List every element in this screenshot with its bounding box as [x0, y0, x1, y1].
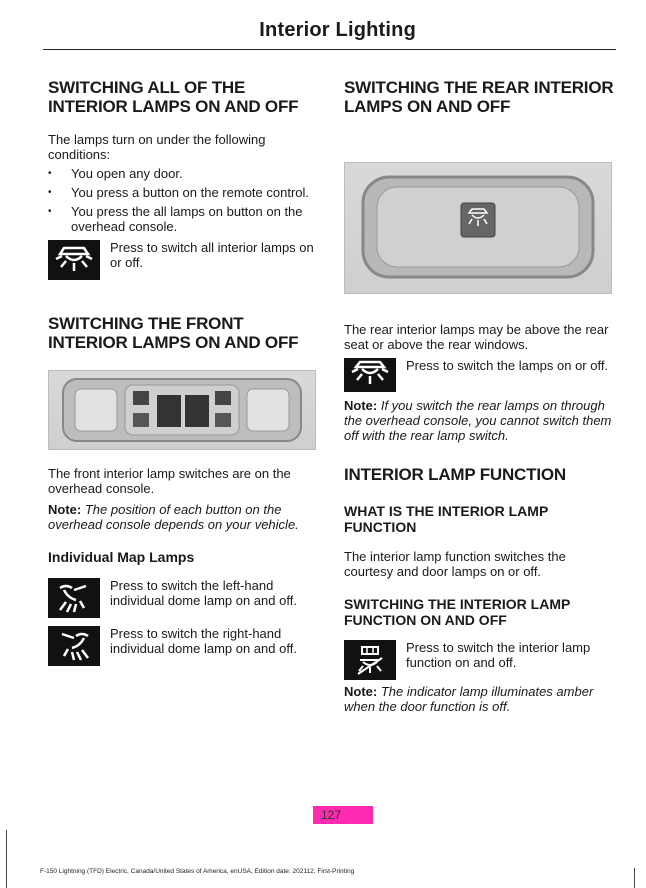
page-footer: F-150 Lightning (TFD) Electric, Canada/United States of America, enUSA, Edition date: 202112, First-Printing — [40, 868, 355, 875]
right-map-lamp-icon — [48, 626, 100, 666]
rear-lamp-icon — [344, 358, 396, 392]
front-lamps-text: The front interior lamp switches are on the overhead console. — [48, 466, 291, 496]
all-lamps-intro: The lamps turn on under the following conditions: — [48, 132, 266, 162]
rear-lamps-note — [344, 398, 614, 443]
page-header — [43, 17, 616, 50]
list-item: • You press a button on the remote control. — [48, 185, 318, 200]
list-item: • You open any door. — [48, 166, 318, 181]
conditions-list — [48, 166, 318, 234]
left-map-lamp-icon — [48, 578, 100, 618]
right-column — [344, 70, 614, 714]
section-title-rear-lamps: SWITCHING THE REAR INTERIOR LAMPS ON AND OFF — [344, 78, 614, 116]
lamp-function-icon-row — [344, 640, 614, 680]
note-text: If you switch the rear lamps on through the overhead console, you cannot switch them off with the rear lamp switch. — [344, 398, 612, 443]
crop-mark — [634, 868, 635, 888]
right-map-lamp-row — [48, 626, 318, 666]
note-label: Note: — [48, 502, 82, 517]
overhead-console-image — [48, 370, 316, 450]
left-map-lamp-row — [48, 578, 318, 618]
right-map-lamp-text: Press to switch the right-hand individual dome lamp on and off. — [110, 625, 297, 656]
section-title-front-lamps: SWITCHING THE FRONT INTERIOR LAMPS ON AND OFF — [48, 314, 299, 352]
note-label: Note: — [344, 684, 378, 699]
note-label: Note: — [344, 398, 378, 413]
section-title-switching-function: SWITCHING THE INTERIOR LAMP FUNCTION ON AND OFF — [344, 596, 571, 628]
section-title-map-lamps: Individual Map Lamps — [48, 549, 195, 565]
section-title-all-lamps: SWITCHING ALL OF THE INTERIOR LAMPS ON AND OFF — [48, 78, 299, 116]
all-lamps-icon-text: Press to switch all interior lamps on or off. — [110, 240, 314, 270]
page-title: Interior Lighting — [259, 19, 416, 41]
lamp-function-text: The interior lamp function switches the courtesy and door lamps on or off. — [344, 549, 566, 579]
section-title-lamp-function: INTERIOR LAMP FUNCTION — [344, 465, 566, 484]
lamp-function-icon-text: Press to switch the interior lamp function on and off. — [406, 640, 591, 670]
crop-mark — [6, 830, 7, 888]
rear-lamp-image — [344, 162, 612, 294]
rear-lamps-text: The rear interior lamps may be above the rear seat or above the rear windows. — [344, 322, 609, 352]
left-column — [48, 70, 318, 666]
note-text: The position of each button on the overhead console depends on your vehicle. — [48, 502, 299, 532]
note-text: The indicator lamp illuminates amber when the door function is off. — [344, 684, 594, 714]
left-map-lamp-text: Press to switch the left-hand individual dome lamp on and off. — [110, 577, 297, 608]
rear-lamps-icon-row — [344, 358, 614, 392]
all-lamps-icon-row — [48, 240, 318, 280]
dome-lamp-icon — [48, 240, 100, 280]
rear-lamps-icon-text: Press to switch the lamps on or off. — [406, 358, 609, 373]
page-number: 127 — [313, 806, 373, 824]
front-lamps-note — [48, 502, 318, 532]
section-title-what-is-function: WHAT IS THE INTERIOR LAMP FUNCTION — [344, 503, 549, 535]
door-lamp-function-icon — [344, 640, 396, 680]
list-item: • You press the all lamps on button on the overhead console. — [48, 204, 318, 234]
lamp-function-note — [344, 684, 614, 714]
